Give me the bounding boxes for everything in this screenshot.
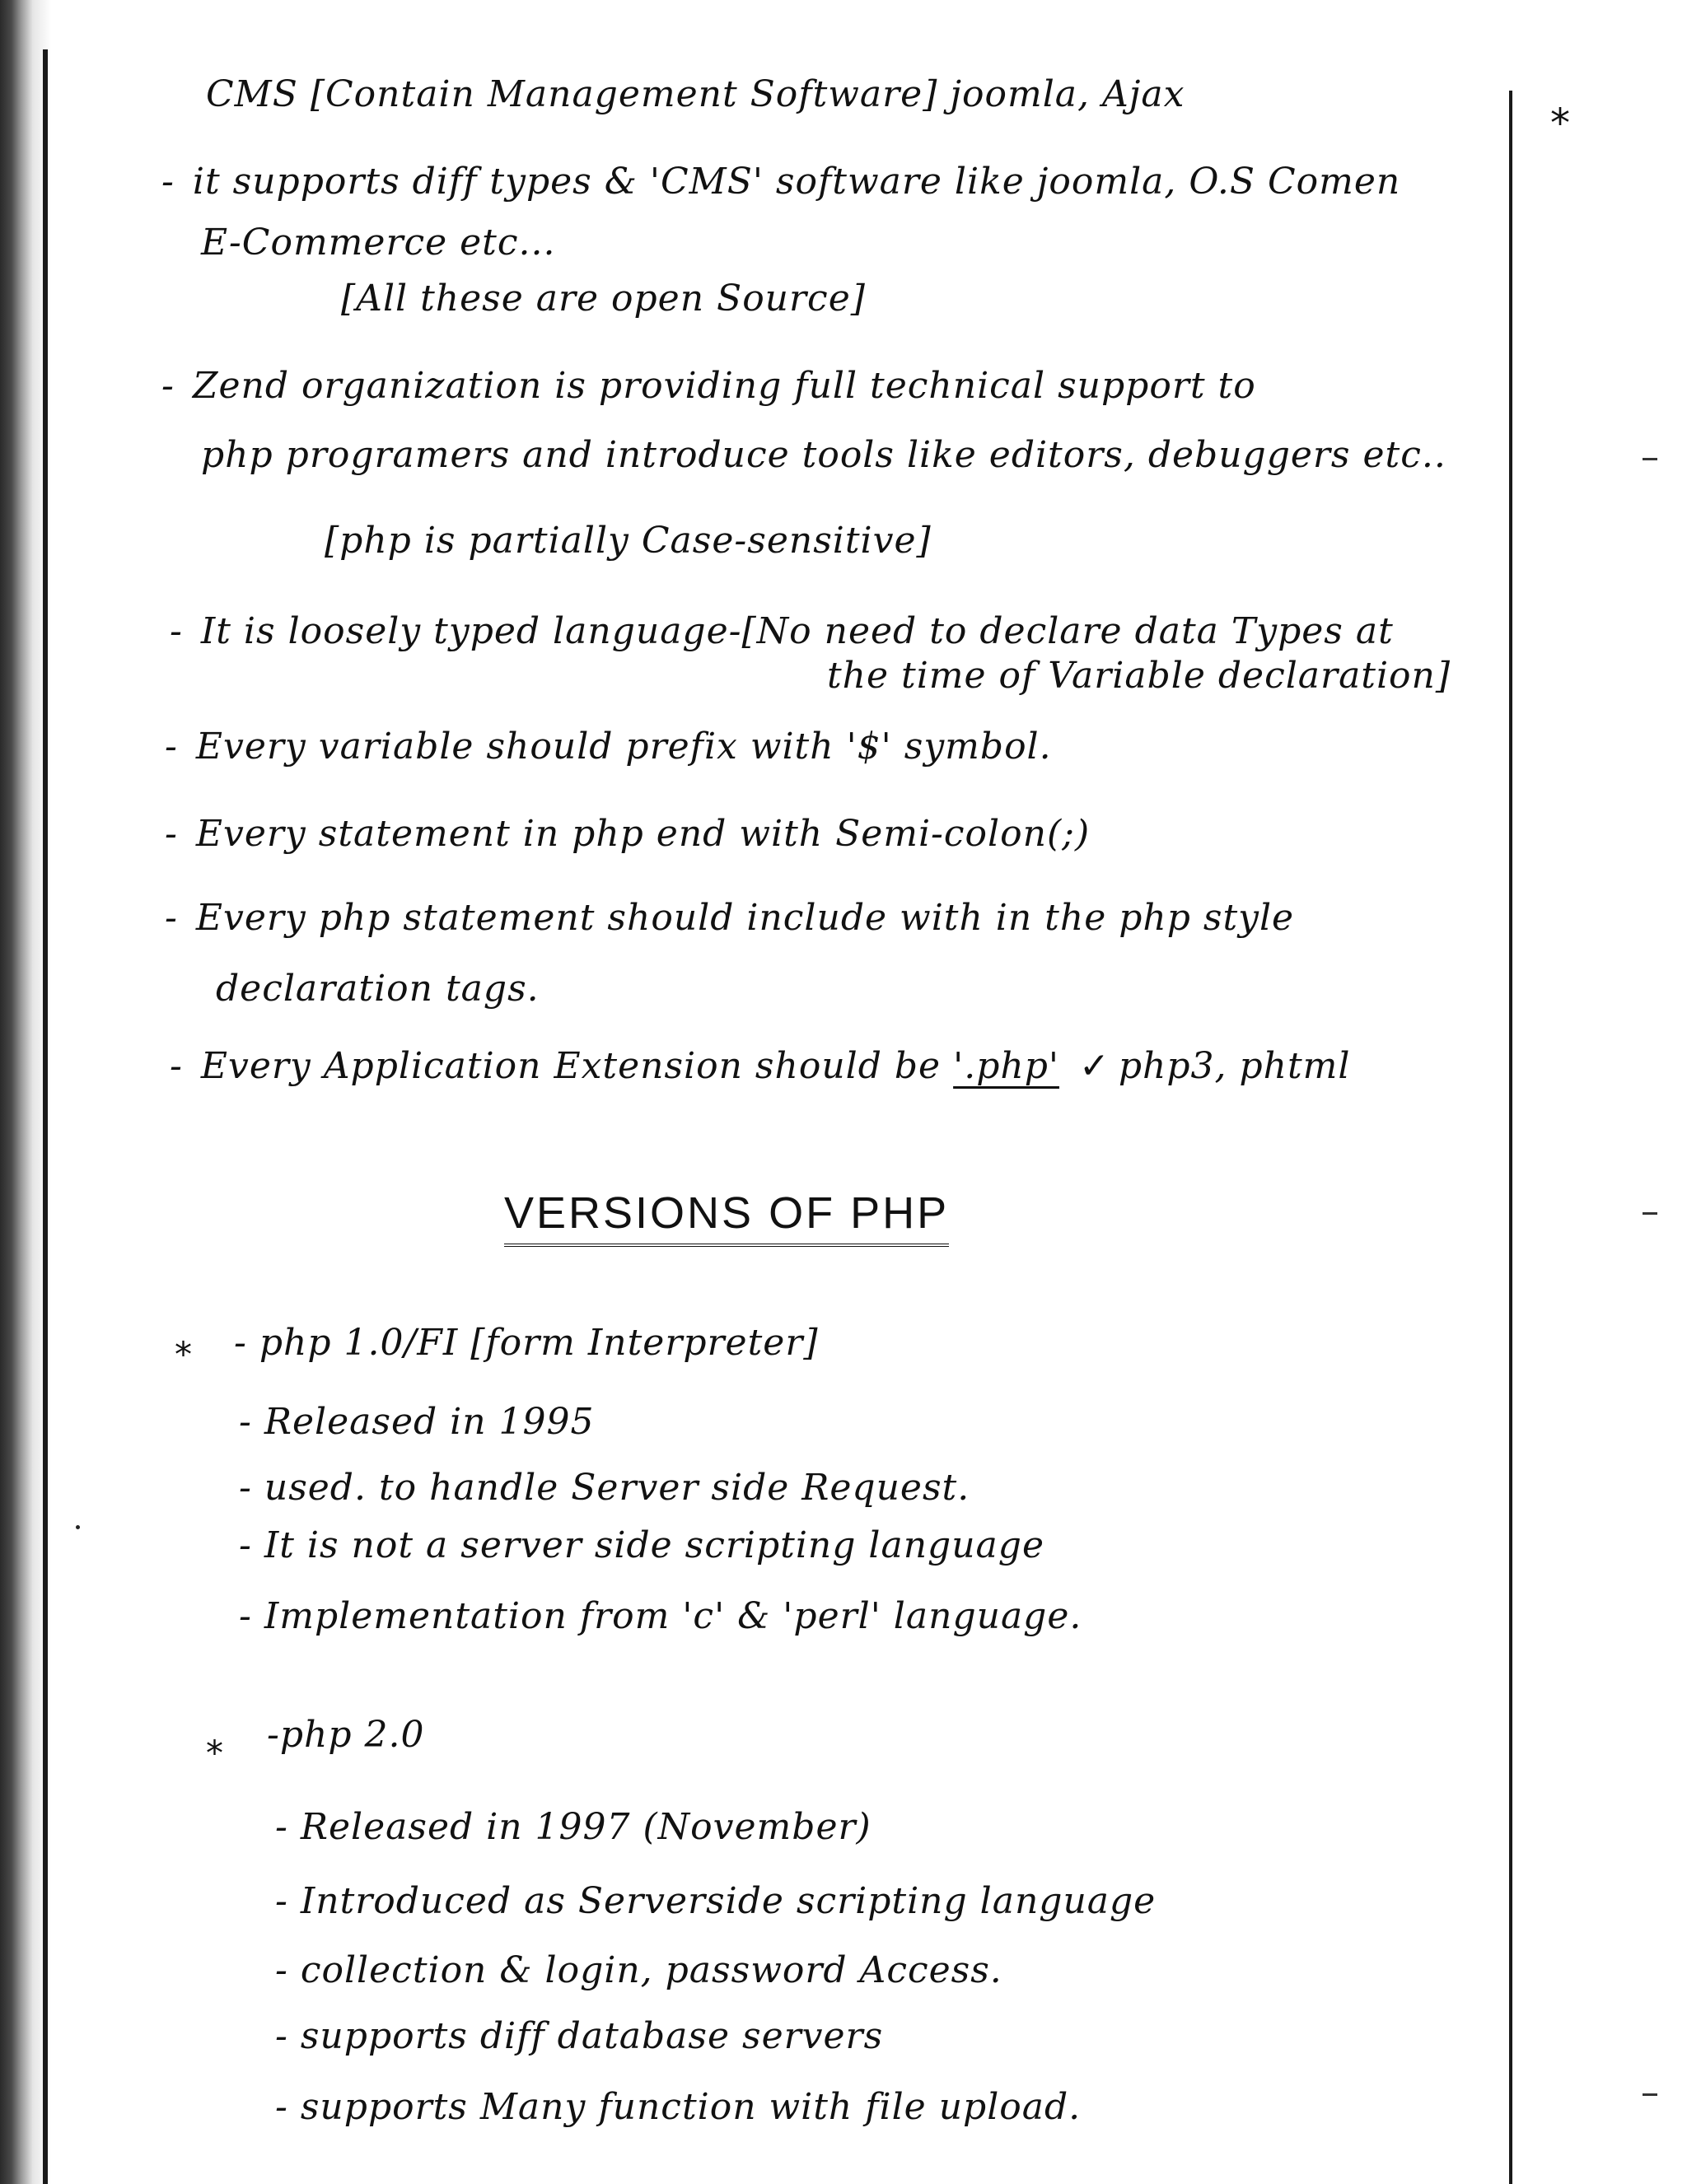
version-item: - Introduced as Serverside scripting language [275, 1880, 1157, 1922]
note-line: [All these are open Source] [341, 278, 866, 320]
version-item: - supports diff database servers [275, 2015, 884, 2057]
note-line: CMS [Contain Management Software] joomla, Ajax [206, 73, 1185, 115]
note-line: - Every statement in php end with Semi-colon(;) [165, 813, 1091, 855]
version-item: - It is not a server side scripting language [239, 1524, 1044, 1566]
note-line: - Every Application Extension should be '.php' ✓ php3, phtml [170, 1045, 1351, 1087]
note-line: - Every variable should prefix with '$' symbol. [165, 726, 1052, 768]
bullet-star-icon: * [206, 1733, 223, 1773]
margin-tick [1643, 2093, 1657, 2096]
version-item: - collection & login, password Access. [275, 1949, 1002, 1991]
bullet-star-icon: * [175, 1334, 192, 1374]
section-heading: VERSIONS OF PHP [504, 1188, 949, 1247]
scan-speck [76, 1525, 80, 1529]
note-line: E-Commerce etc... [201, 222, 556, 264]
note-line: - Every php statement should include with in the php style [165, 897, 1295, 939]
note-line: - it supports diff types & 'CMS' software like joomla, O.S Comen [161, 161, 1401, 203]
note-line: the time of Variable declaration] [827, 655, 1451, 697]
php-extension-underlined: '.php' [953, 1045, 1059, 1087]
version-title: -php 2.0 [267, 1714, 425, 1756]
note-line: - It is loosely typed language-[No need to declare data Types at [170, 610, 1394, 652]
margin-tick [1643, 1212, 1657, 1215]
note-line: [php is partially Case-sensitive] [325, 520, 932, 562]
margin-tick [1643, 458, 1657, 460]
left-margin-line [43, 49, 48, 2184]
right-margin-line [1509, 91, 1512, 2184]
version-item: - Implementation from 'c' & 'perl' language. [239, 1595, 1082, 1637]
note-line: declaration tags. [216, 968, 540, 1010]
note-line: php programers and introduce tools like editors, debuggers etc.. [201, 434, 1446, 476]
version-item: - Released in 1997 (November) [275, 1806, 872, 1848]
check-mark-icon: ✓ [1078, 1045, 1110, 1087]
version-item: - used. to handle Server side Request. [239, 1467, 970, 1509]
margin-star-icon: * [1550, 100, 1570, 147]
note-line: - Zend organization is providing full technical support to [161, 365, 1256, 407]
version-title: - php 1.0/FI [form Interpreter] [234, 1322, 819, 1364]
version-item: - supports Many function with file upload. [275, 2086, 1082, 2128]
version-item: - Released in 1995 [239, 1401, 595, 1443]
